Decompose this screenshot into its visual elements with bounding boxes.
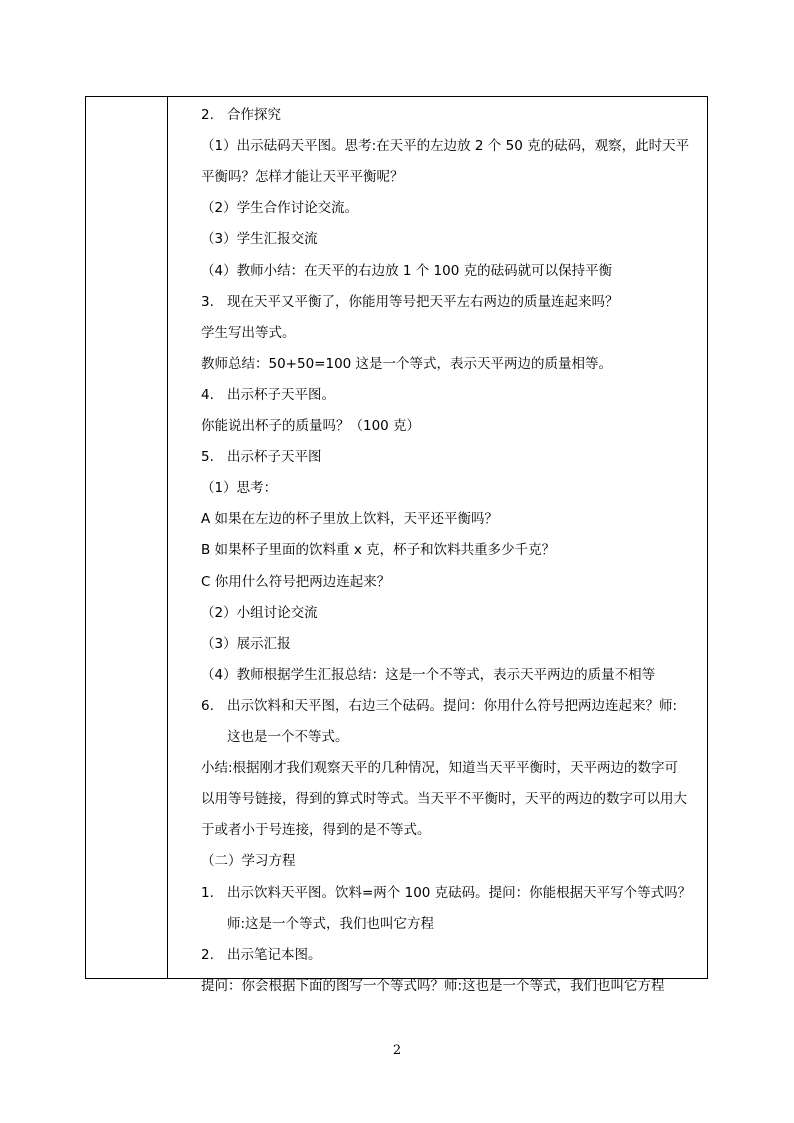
line-text: 于或者小于号连接，得到的是不等式。 xyxy=(201,822,431,839)
line-text: 现在天平又平衡了，你能用等号把天平左右两边的质量连起来吗？ xyxy=(227,293,619,310)
text-line xyxy=(201,977,665,995)
text-line xyxy=(201,790,687,808)
text-line xyxy=(201,106,281,124)
text-line xyxy=(201,479,277,497)
line-text: （4）教师根据学生汇报总结：这是一个不等式，表示天平两边的质量不相等 xyxy=(201,666,656,683)
line-text: 小结:根据刚才我们观察天平的几种情况，知道当天平平衡时，天平两边的数字可 xyxy=(201,760,679,777)
text-line xyxy=(201,386,335,404)
text-line xyxy=(201,573,390,591)
line-text: 出示笔记本图。 xyxy=(227,946,322,963)
line-text: A 如果在左边的杯子里放上饮料，天平还平衡吗？ xyxy=(201,511,499,528)
line-text: 师:这是一个等式，我们也叫它方程 xyxy=(227,915,435,932)
text-line xyxy=(201,635,291,653)
text-line xyxy=(201,262,612,280)
line-text: （3）展示汇报 xyxy=(201,635,291,652)
text-line xyxy=(201,604,318,622)
text-line xyxy=(201,324,296,342)
line-text: 教师总结：50+50=100 这是一个等式，表示天平两边的质量相等。 xyxy=(201,355,613,372)
text-line xyxy=(201,417,420,435)
line-text: （二）学习方程 xyxy=(201,853,296,870)
content-cell xyxy=(168,97,707,994)
line-text: 平衡吗？怎样才能让天平平衡呢？ xyxy=(201,169,404,186)
lesson-table xyxy=(85,96,708,994)
line-text: 学生写出等式。 xyxy=(201,324,296,341)
line-text: 这也是一个不等式。 xyxy=(227,729,349,745)
item-number: 2. xyxy=(201,107,214,123)
line-text: （2）小组讨论交流 xyxy=(201,604,318,621)
text-line xyxy=(201,293,619,311)
line-text: 出示杯子天平图 xyxy=(227,449,322,466)
item-number: 3. xyxy=(201,293,214,310)
text-line xyxy=(201,137,689,155)
item-number: 4. xyxy=(201,386,214,403)
text-line xyxy=(201,510,498,528)
line-text: 提问：你会根据下面的图写一个等式吗？师:这也是一个等式，我们也叫它方程 xyxy=(201,977,665,994)
line-text: 出示杯子天平图。 xyxy=(227,386,335,403)
text-line xyxy=(201,168,404,186)
text-line xyxy=(201,230,318,248)
text-line xyxy=(201,759,678,777)
line-text: C 你用什么符号把两边连起来？ xyxy=(201,573,391,590)
text-line xyxy=(201,946,322,964)
line-text: 合作探究 xyxy=(227,107,281,123)
item-number: 6. xyxy=(201,697,214,714)
line-text: 你能说出杯子的质量吗？（100 克） xyxy=(201,418,421,434)
item-number: 1. xyxy=(201,884,214,901)
line-text: 出示饮料天平图。饮料=两个 100 克砝码。提问：你能根据天平写个等式吗？ xyxy=(227,884,692,901)
text-line xyxy=(227,915,434,933)
text-line xyxy=(201,697,677,715)
text-line xyxy=(201,199,358,217)
page-number: 2 xyxy=(392,1043,402,1058)
text-line xyxy=(201,448,322,466)
text-line xyxy=(201,852,296,870)
line-text: （1）思考： xyxy=(201,480,278,497)
line-text: （2）学生合作讨论交流。 xyxy=(201,200,359,217)
text-line xyxy=(201,884,691,902)
text-line xyxy=(201,666,655,684)
line-text: B 如果杯子里面的饮料重 x 克，杯子和饮料共重多少千克？ xyxy=(201,542,556,559)
text-line xyxy=(227,728,349,746)
item-number: 5. xyxy=(201,449,214,466)
left-column-cell xyxy=(86,97,168,978)
text-line xyxy=(201,541,555,559)
line-text: （3）学生汇报交流 xyxy=(201,231,318,248)
line-text: 以用等号链接，得到的算式时等式。当天平不平衡时，天平的两边的数字可以用大 xyxy=(201,791,687,808)
item-number: 2. xyxy=(201,946,214,963)
line-text: （1）出示砝码天平图。思考:在天平的左边放 2 个 50 克的砝码，观察，此时天平 xyxy=(201,138,690,155)
text-line xyxy=(201,821,431,839)
text-line xyxy=(201,355,612,373)
line-text: （4）教师小结：在天平的右边放 1 个 100 克的砝码就可以保持平衡 xyxy=(201,262,613,279)
line-text: 出示饮料和天平图，右边三个砝码。提问：你用什么符号把两边连起来？师: xyxy=(227,697,678,714)
